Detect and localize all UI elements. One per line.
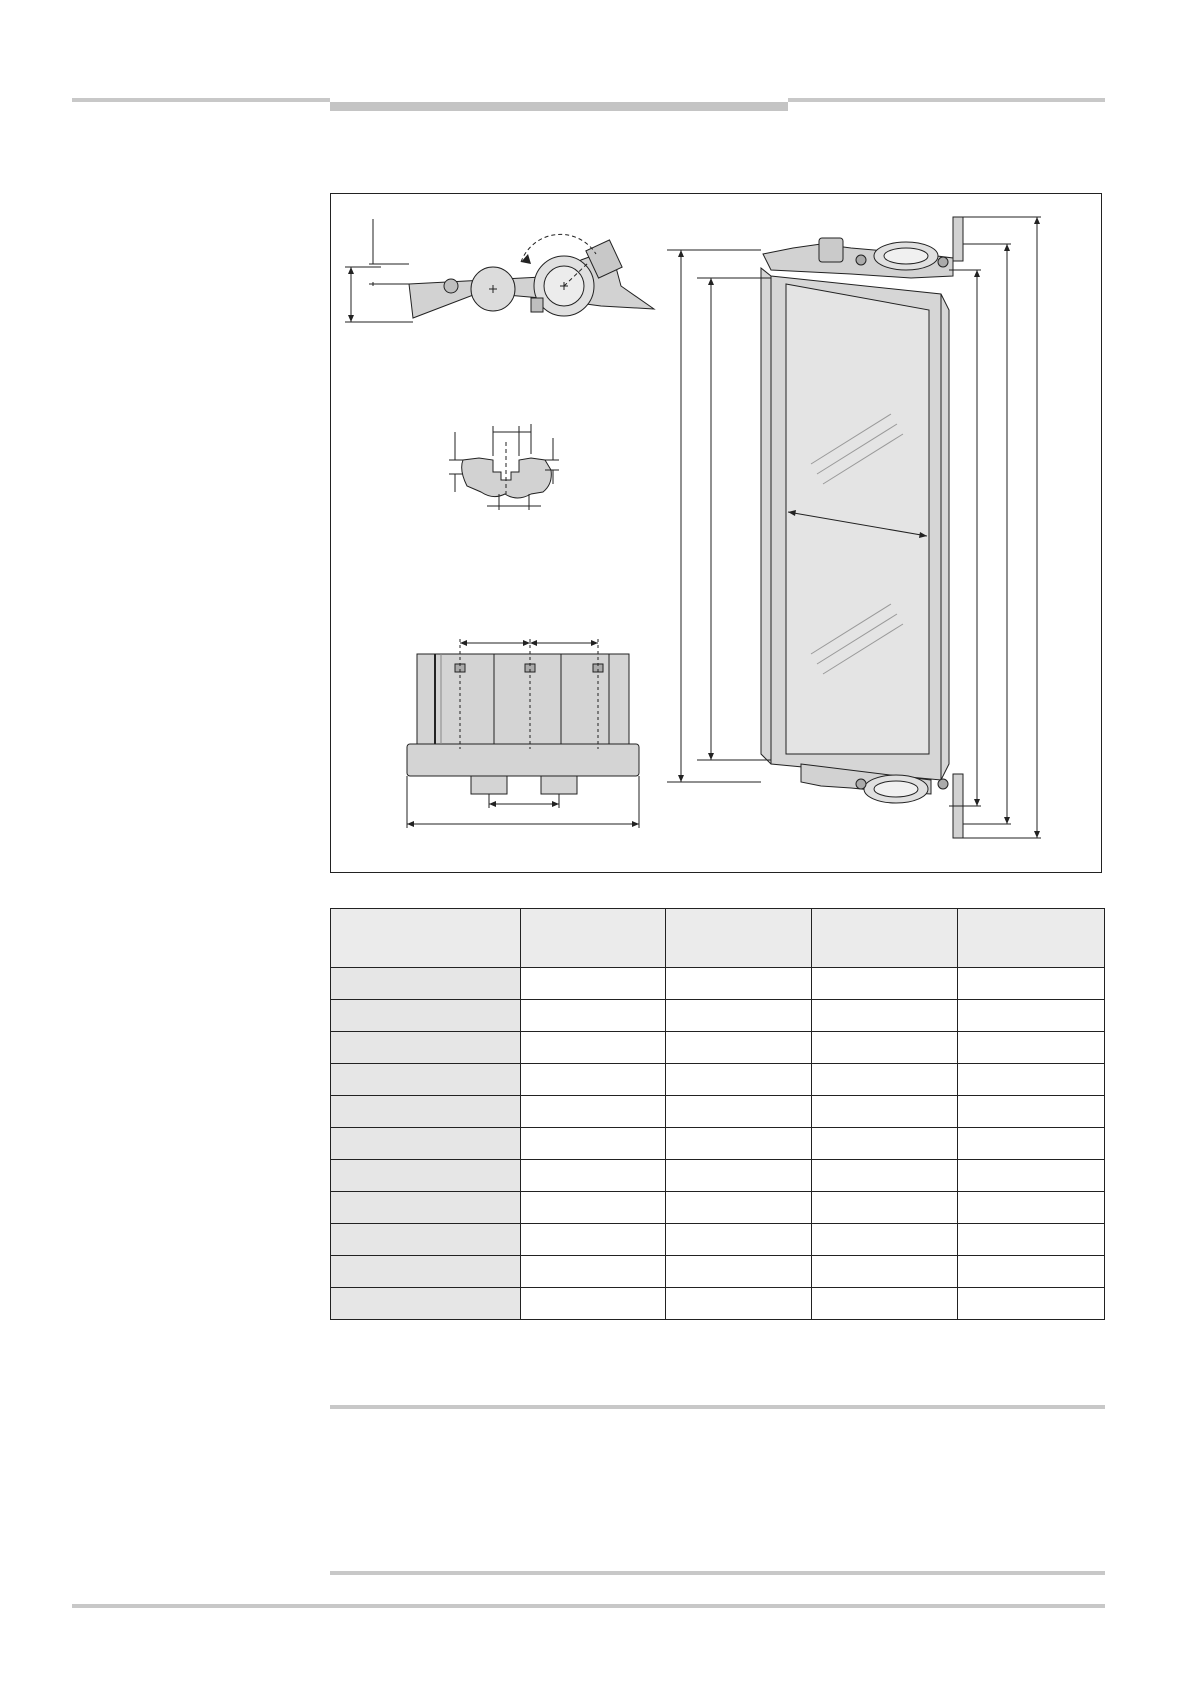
- table-cell: [958, 1032, 1105, 1064]
- table-cell: [666, 1128, 812, 1160]
- table-row: [331, 1192, 1105, 1224]
- table-row: [331, 968, 1105, 1000]
- table-row-label: [331, 1256, 521, 1288]
- table-cell: [958, 1288, 1105, 1320]
- table-cell: [958, 1224, 1105, 1256]
- table-cell: [521, 1160, 666, 1192]
- table-header-cell: [666, 909, 812, 968]
- table-row-label: [331, 1224, 521, 1256]
- table-row: [331, 1032, 1105, 1064]
- table-cell: [521, 1192, 666, 1224]
- profile-section-view: [449, 424, 559, 510]
- table-row-label: [331, 1000, 521, 1032]
- table-cell: [812, 1032, 958, 1064]
- table-cell: [666, 1000, 812, 1032]
- table-row-label: [331, 1032, 521, 1064]
- table-cell: [521, 1032, 666, 1064]
- table-cell: [958, 1192, 1105, 1224]
- table-cell: [521, 1128, 666, 1160]
- table-header-cell: [812, 909, 958, 968]
- table-cell: [958, 1128, 1105, 1160]
- header-rule-left: [72, 98, 330, 102]
- table-cell: [958, 1000, 1105, 1032]
- table-row-label: [331, 1096, 521, 1128]
- table-cell: [666, 1160, 812, 1192]
- table-cell: [666, 1224, 812, 1256]
- header-rule-right: [788, 98, 1105, 102]
- dimensions-table: [330, 908, 1105, 1320]
- table-row: [331, 1000, 1105, 1032]
- table-cell: [958, 968, 1105, 1000]
- table-cell: [812, 1000, 958, 1032]
- table-cell: [812, 1064, 958, 1096]
- table-row-label: [331, 968, 521, 1000]
- table-cell: [666, 968, 812, 1000]
- table-cell: [521, 1288, 666, 1320]
- table-cell: [812, 1160, 958, 1192]
- table-cell: [666, 1064, 812, 1096]
- table-header-cell: [331, 909, 521, 968]
- table-cell: [521, 1096, 666, 1128]
- table-cell: [666, 1256, 812, 1288]
- table-row-label: [331, 1288, 521, 1320]
- table-cell: [521, 968, 666, 1000]
- bracket-top-view: [345, 219, 654, 322]
- table-row-label: [331, 1128, 521, 1160]
- table-cell: [666, 1096, 812, 1128]
- table-cell: [958, 1256, 1105, 1288]
- table-cell: [812, 1096, 958, 1128]
- table-cell: [521, 1256, 666, 1288]
- table-cell: [812, 1256, 958, 1288]
- table-cell: [812, 1128, 958, 1160]
- table-row-label: [331, 1064, 521, 1096]
- table-cell: [812, 968, 958, 1000]
- table-cell: [812, 1192, 958, 1224]
- table-cell: [521, 1000, 666, 1032]
- table-row: [331, 1096, 1105, 1128]
- table-cell: [521, 1064, 666, 1096]
- table-header-cell: [958, 909, 1105, 968]
- table-header-cell: [521, 909, 666, 968]
- table-cell: [666, 1032, 812, 1064]
- table-cell: [812, 1224, 958, 1256]
- section-divider: [330, 1405, 1105, 1409]
- table-cell: [958, 1064, 1105, 1096]
- bracket-side-view: [407, 639, 639, 828]
- table-header-row: [331, 909, 1105, 968]
- table-row: [331, 1128, 1105, 1160]
- table-cell: [958, 1096, 1105, 1128]
- drawing-svg: [331, 194, 1103, 874]
- table-cell: [521, 1224, 666, 1256]
- table-row: [331, 1064, 1105, 1096]
- header-rule-center-bar: [330, 102, 788, 111]
- dimensional-drawing: [330, 193, 1102, 873]
- table-cell: [666, 1192, 812, 1224]
- table-row: [331, 1224, 1105, 1256]
- table-cell: [666, 1288, 812, 1320]
- table-row-label: [331, 1160, 521, 1192]
- table-cell: [958, 1160, 1105, 1192]
- table-cell: [812, 1288, 958, 1320]
- footer-rule: [72, 1604, 1105, 1608]
- section-divider: [330, 1571, 1105, 1575]
- table-row: [331, 1256, 1105, 1288]
- mirror-column-view: [667, 217, 1041, 838]
- table-row: [331, 1160, 1105, 1192]
- table-row: [331, 1288, 1105, 1320]
- table-row-label: [331, 1192, 521, 1224]
